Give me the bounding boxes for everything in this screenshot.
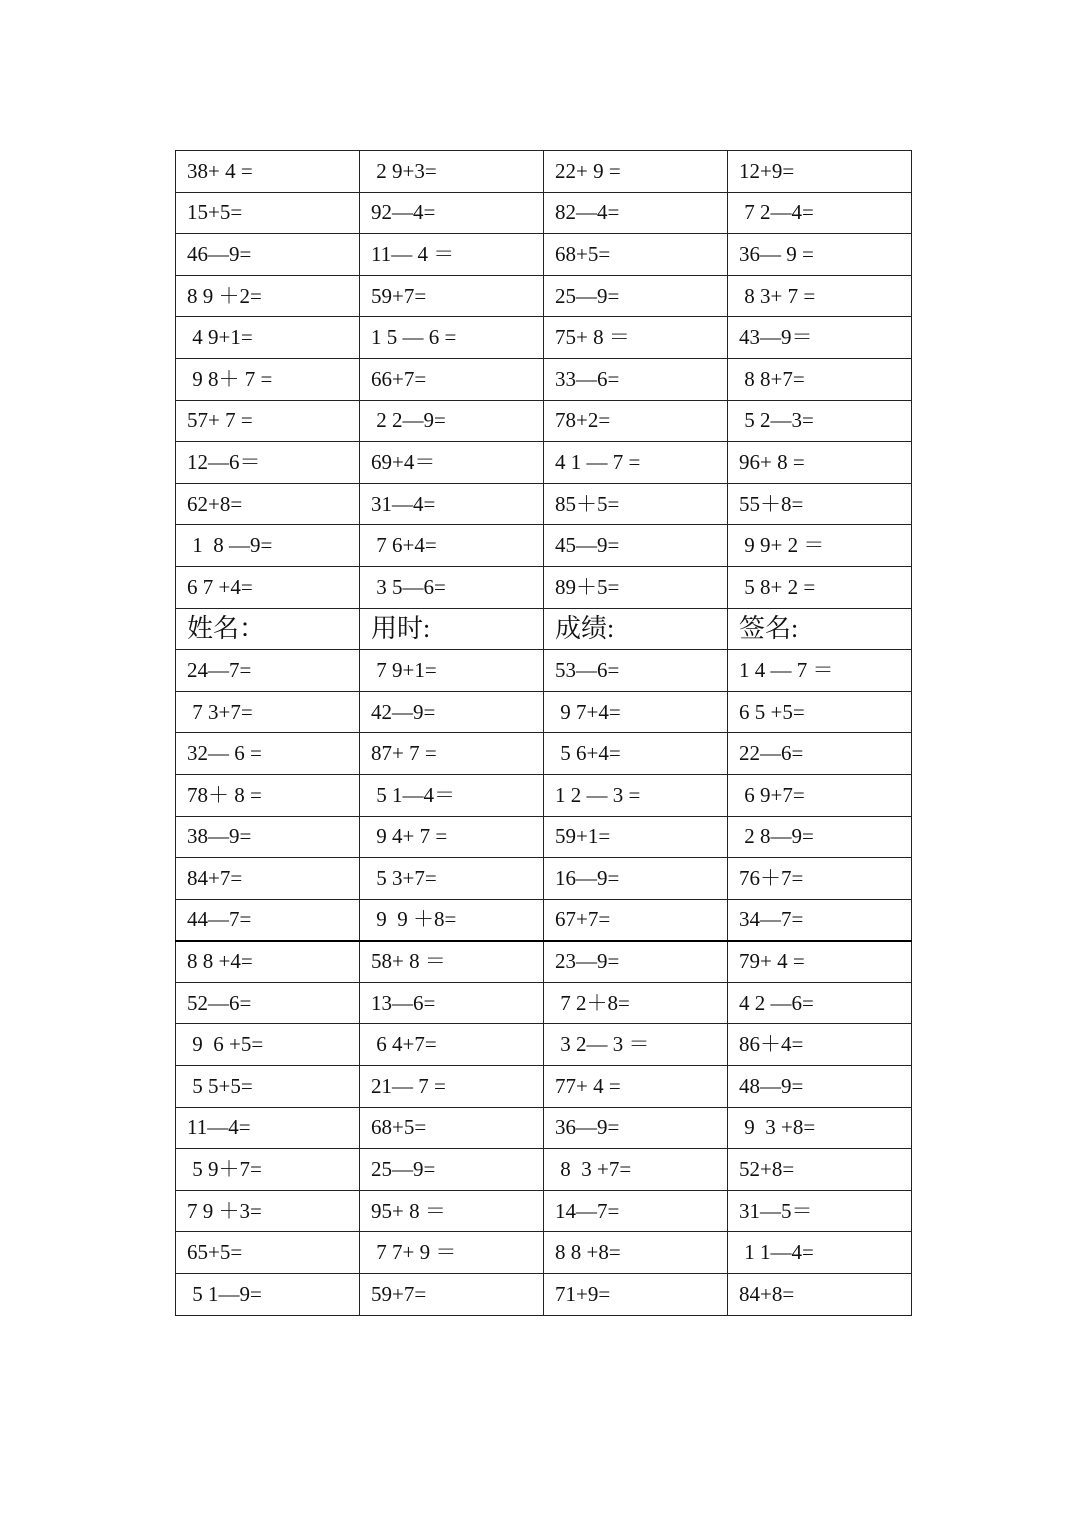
problem-cell: 7 9 ＋3= xyxy=(176,1190,360,1232)
problem-cell: 43—9＝ xyxy=(728,317,912,359)
table-row xyxy=(176,1107,912,1149)
problem-cell: 2 2—9= xyxy=(360,400,544,442)
problem-cell: 9 9 ＋8= xyxy=(360,899,544,941)
worksheet-body xyxy=(176,151,912,1316)
problem-cell: 36— 9 = xyxy=(728,234,912,276)
problem-cell: 68+5= xyxy=(544,234,728,276)
problem-cell: 9 9+ 2 ＝ xyxy=(728,525,912,567)
table-row xyxy=(176,733,912,775)
problem-cell: 15+5= xyxy=(176,192,360,234)
problem-cell: 11—4= xyxy=(176,1107,360,1149)
problem-cell: 55＋8= xyxy=(728,483,912,525)
problem-cell: 2 8—9= xyxy=(728,816,912,858)
problem-cell: 16—9= xyxy=(544,858,728,900)
problem-cell: 5 1—9= xyxy=(176,1274,360,1316)
problem-cell: 45—9= xyxy=(544,525,728,567)
info-label-cell: 用时: xyxy=(360,608,544,650)
problem-cell: 75+ 8 ＝ xyxy=(544,317,728,359)
problem-cell: 9 3 +8= xyxy=(728,1107,912,1149)
table-row xyxy=(176,1066,912,1108)
problem-cell: 8 3 +7= xyxy=(544,1149,728,1191)
problem-cell: 33—6= xyxy=(544,358,728,400)
problem-cell: 13—6= xyxy=(360,982,544,1024)
table-row xyxy=(176,941,912,983)
problem-cell: 31—4= xyxy=(360,483,544,525)
problem-cell: 4 9+1= xyxy=(176,317,360,359)
table-row xyxy=(176,234,912,276)
problem-cell: 8 8 +4= xyxy=(176,941,360,983)
problem-cell: 95+ 8 ＝ xyxy=(360,1190,544,1232)
problem-cell: 11— 4 ＝ xyxy=(360,234,544,276)
problem-cell: 92—4= xyxy=(360,192,544,234)
problem-cell: 23—9= xyxy=(544,941,728,983)
problem-cell: 42—9= xyxy=(360,691,544,733)
problem-cell: 34—7= xyxy=(728,899,912,941)
problem-cell: 6 5 +5= xyxy=(728,691,912,733)
problem-cell: 3 5—6= xyxy=(360,566,544,608)
problem-cell: 85＋5= xyxy=(544,483,728,525)
table-row xyxy=(176,650,912,692)
table-row xyxy=(176,400,912,442)
problem-cell: 12+9= xyxy=(728,151,912,193)
arithmetic-worksheet-table xyxy=(175,150,912,1316)
problem-cell: 5 2—3= xyxy=(728,400,912,442)
problem-cell: 8 8+7= xyxy=(728,358,912,400)
problem-cell: 59+7= xyxy=(360,1274,544,1316)
problem-cell: 58+ 8 ＝ xyxy=(360,941,544,983)
problem-cell: 7 3+7= xyxy=(176,691,360,733)
info-label-cell: 成绩: xyxy=(544,608,728,650)
table-row xyxy=(176,483,912,525)
problem-cell: 12—6＝ xyxy=(176,442,360,484)
problem-cell: 5 6+4= xyxy=(544,733,728,775)
problem-cell: 44—7= xyxy=(176,899,360,941)
problem-cell: 5 3+7= xyxy=(360,858,544,900)
problem-cell: 5 8+ 2 = xyxy=(728,566,912,608)
problem-cell: 86＋4= xyxy=(728,1024,912,1066)
problem-cell: 69+4＝ xyxy=(360,442,544,484)
table-row xyxy=(176,317,912,359)
problem-cell: 52—6= xyxy=(176,982,360,1024)
problem-cell: 87+ 7 = xyxy=(360,733,544,775)
problem-cell: 71+9= xyxy=(544,1274,728,1316)
table-row xyxy=(176,774,912,816)
problem-cell: 7 2＋8= xyxy=(544,982,728,1024)
problem-cell: 7 9+1= xyxy=(360,650,544,692)
problem-cell: 1 2 — 3 = xyxy=(544,774,728,816)
problem-cell: 57+ 7 = xyxy=(176,400,360,442)
problem-cell: 9 6 +5= xyxy=(176,1024,360,1066)
problem-cell: 84+7= xyxy=(176,858,360,900)
problem-cell: 84+8= xyxy=(728,1274,912,1316)
problem-cell: 6 4+7= xyxy=(360,1024,544,1066)
table-row xyxy=(176,608,912,650)
table-row xyxy=(176,858,912,900)
problem-cell: 25—9= xyxy=(544,275,728,317)
table-row xyxy=(176,1024,912,1066)
problem-cell: 52+8= xyxy=(728,1149,912,1191)
problem-cell: 31—5＝ xyxy=(728,1190,912,1232)
table-row xyxy=(176,192,912,234)
problem-cell: 8 9 ＋2= xyxy=(176,275,360,317)
problem-cell: 82—4= xyxy=(544,192,728,234)
problem-cell: 67+7= xyxy=(544,899,728,941)
table-row xyxy=(176,275,912,317)
table-row xyxy=(176,1274,912,1316)
problem-cell: 96+ 8 = xyxy=(728,442,912,484)
problem-cell: 1 8 —9= xyxy=(176,525,360,567)
problem-cell: 66+7= xyxy=(360,358,544,400)
problem-cell: 78＋ 8 = xyxy=(176,774,360,816)
problem-cell: 32— 6 = xyxy=(176,733,360,775)
problem-cell: 5 1—4＝ xyxy=(360,774,544,816)
problem-cell: 76＋7= xyxy=(728,858,912,900)
problem-cell: 3 2— 3 ＝ xyxy=(544,1024,728,1066)
problem-cell: 62+8= xyxy=(176,483,360,525)
problem-cell: 7 6+4= xyxy=(360,525,544,567)
problem-cell: 6 7 +4= xyxy=(176,566,360,608)
table-row xyxy=(176,1149,912,1191)
table-row xyxy=(176,899,912,941)
info-label-cell: 签名: xyxy=(728,608,912,650)
problem-cell: 68+5= xyxy=(360,1107,544,1149)
problem-cell: 1 4 — 7 ＝ xyxy=(728,650,912,692)
table-row xyxy=(176,151,912,193)
problem-cell: 65+5= xyxy=(176,1232,360,1274)
problem-cell: 79+ 4 = xyxy=(728,941,912,983)
problem-cell: 8 3+ 7 = xyxy=(728,275,912,317)
problem-cell: 38+ 4 = xyxy=(176,151,360,193)
problem-cell: 7 7+ 9 ＝ xyxy=(360,1232,544,1274)
table-row xyxy=(176,816,912,858)
problem-cell: 6 9+7= xyxy=(728,774,912,816)
problem-cell: 9 4+ 7 = xyxy=(360,816,544,858)
problem-cell: 89＋5= xyxy=(544,566,728,608)
problem-cell: 4 2 —6= xyxy=(728,982,912,1024)
info-label-cell: 姓名： xyxy=(176,608,360,650)
problem-cell: 21— 7 = xyxy=(360,1066,544,1108)
problem-cell: 59+1= xyxy=(544,816,728,858)
problem-cell: 9 7+4= xyxy=(544,691,728,733)
problem-cell: 53—6= xyxy=(544,650,728,692)
problem-cell: 22+ 9 = xyxy=(544,151,728,193)
table-row xyxy=(176,525,912,567)
problem-cell: 25—9= xyxy=(360,1149,544,1191)
problem-cell: 7 2—4= xyxy=(728,192,912,234)
problem-cell: 5 5+5= xyxy=(176,1066,360,1108)
problem-cell: 1 5 — 6 = xyxy=(360,317,544,359)
problem-cell: 77+ 4 = xyxy=(544,1066,728,1108)
problem-cell: 1 1—4= xyxy=(728,1232,912,1274)
problem-cell: 5 9＋7= xyxy=(176,1149,360,1191)
problem-cell: 22—6= xyxy=(728,733,912,775)
problem-cell: 59+7= xyxy=(360,275,544,317)
problem-cell: 4 1 — 7 = xyxy=(544,442,728,484)
table-row xyxy=(176,358,912,400)
table-row xyxy=(176,566,912,608)
problem-cell: 36—9= xyxy=(544,1107,728,1149)
problem-cell: 46—9= xyxy=(176,234,360,276)
problem-cell: 14—7= xyxy=(544,1190,728,1232)
problem-cell: 38—9= xyxy=(176,816,360,858)
table-row xyxy=(176,442,912,484)
problem-cell: 24—7= xyxy=(176,650,360,692)
table-row xyxy=(176,982,912,1024)
problem-cell: 9 8＋ 7 = xyxy=(176,358,360,400)
problem-cell: 78+2= xyxy=(544,400,728,442)
problem-cell: 2 9+3= xyxy=(360,151,544,193)
table-row xyxy=(176,691,912,733)
problem-cell: 48—9= xyxy=(728,1066,912,1108)
table-row xyxy=(176,1232,912,1274)
table-row xyxy=(176,1190,912,1232)
problem-cell: 8 8 +8= xyxy=(544,1232,728,1274)
